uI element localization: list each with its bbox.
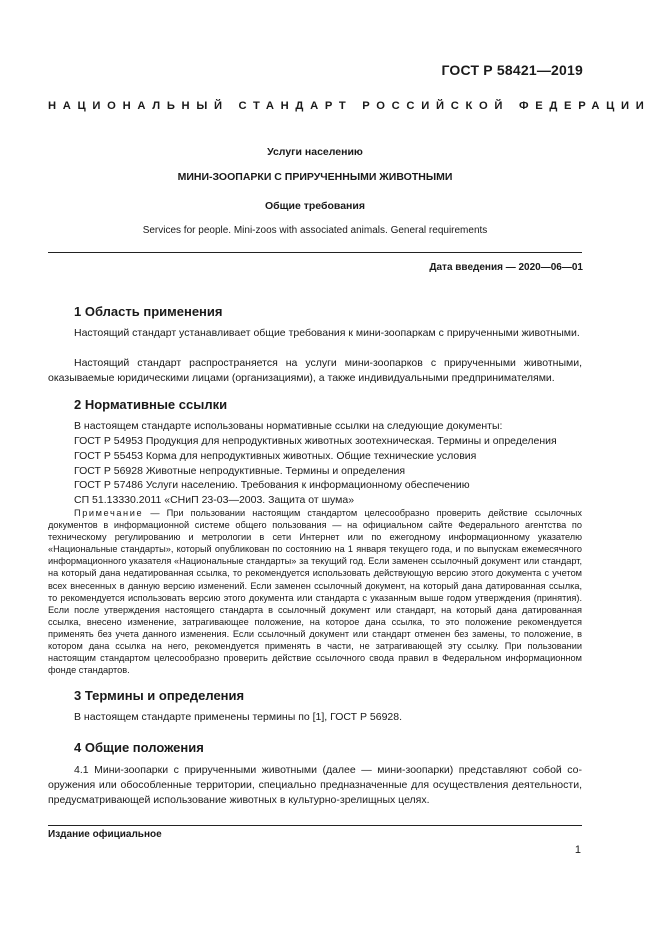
section-3-heading: 3 Термины и определения <box>74 688 245 703</box>
introduction-date: Дата введения — 2020—06—01 <box>429 262 583 273</box>
note-label: Примечание <box>74 508 144 518</box>
document-number: ГОСТ Р 58421—2019 <box>441 62 583 78</box>
reference-item: ГОСТ Р 56928 Животные непродуктивные. Термины и определения <box>74 465 406 477</box>
divider-top <box>48 252 582 253</box>
section-2-heading: 2 Нормативные ссылки <box>74 397 228 412</box>
divider-bottom <box>48 825 582 826</box>
section-1-paragraph-1: Настоящий стандарт устанавливает общие требования к мини-зоопаркам с прирученными животными. <box>74 327 580 339</box>
normative-references-note <box>48 507 582 676</box>
section-1-paragraph-2: Настоящий стандарт распространяется на услуги мини-зоопарков с прирученными животными, оказываемые юридическими лицами (организациями), а также индивидуальными предпринимателями. <box>48 357 582 384</box>
title-main: МИНИ-ЗООПАРКИ С ПРИРУЧЕННЫМИ ЖИВОТНЫМИ <box>177 171 453 183</box>
section-4-heading: 4 Общие положения <box>74 740 204 755</box>
section-2-intro: В настоящем стандарте использованы нормативные ссылки на следующие документы: <box>74 420 503 432</box>
section-1-heading: 1 Область применения <box>74 304 223 319</box>
title-general-requirements: Общие требования <box>265 200 365 212</box>
note-text: — При пользовании настоящим стандартом целесообразно проверить действие ссылочных документов в информационной системе общего пользования — на официальном сайте Федерального агентства по техническому регулированию и метрологии в сети Интернет или по ежегодному информационному указателю «Национальные стандарты», который опубликован по состоянию на 1 января текущего года, и по выпускам ежемесячного информационного указателя «Национальные стандарты» за текущий год. Если заменен ссылочный документ или стандарт, на который дана недатированная ссылка, то рекомендуется использовать действующую версию этого документа с учетом всех внесенных в данную версию изменений. Если заменен ссылочный документ, на который дана датированная ссылка, то рекомендуется использовать версию этого документа или стандарта с указанным выше годом утверждения (принятия). Если после утверждения настоящего стандарта в ссылочный документ или стандарт, на который дана датированная ссылка, внесено изменение, затрагивающее положение, на которое дана ссылка, то это положение рекомендуется применять без учета данного изменения. Если ссылочный документ или стандарт отменен без замены, то положение, в котором дана ссылка на него, рекомендуется применять в части, не затрагивающей эту ссылку. При пользовании настоящим стандартом целесообразно проверить действие ссылочного свода правил в Федеральном информационном фонде стандартов. <box>48 508 582 676</box>
reference-item: ГОСТ Р 54953 Продукция для непродуктивных животных зоотехническая. Термины и определения <box>74 435 557 447</box>
national-standard-banner: НАЦИОНАЛЬНЫЙ СТАНДАРТ РОССИЙСКОЙ ФЕДЕРАЦИИ <box>48 100 651 112</box>
reference-item: СП 51.13330.2011 «СНиП 23-03—2003. Защита от шума» <box>74 494 355 506</box>
page-number: 1 <box>574 844 581 856</box>
title-english: Services for people. Mini-zoos with associated animals. General requirements <box>142 225 488 236</box>
section-4-paragraph-1: 4.1 Мини-зоопарки с прирученными животными (далее — мини-зоопарки) представляют собой сооружения или обособленные территории, специально предназначенные для осуществления деятельности, предусматривающей использование животных в культурно-зрелищных целях. <box>48 764 582 806</box>
reference-item: ГОСТ Р 55453 Корма для непродуктивных животных. Общие технические условия <box>74 450 477 462</box>
reference-item: ГОСТ Р 57486 Услуги населению. Требования к информационному обеспечению <box>74 479 470 491</box>
official-edition-label: Издание официальное <box>48 829 162 840</box>
section-3-paragraph-1: В настоящем стандарте применены термины по [1], ГОСТ Р 56928. <box>74 711 403 723</box>
title-services: Услуги населению <box>267 146 363 158</box>
